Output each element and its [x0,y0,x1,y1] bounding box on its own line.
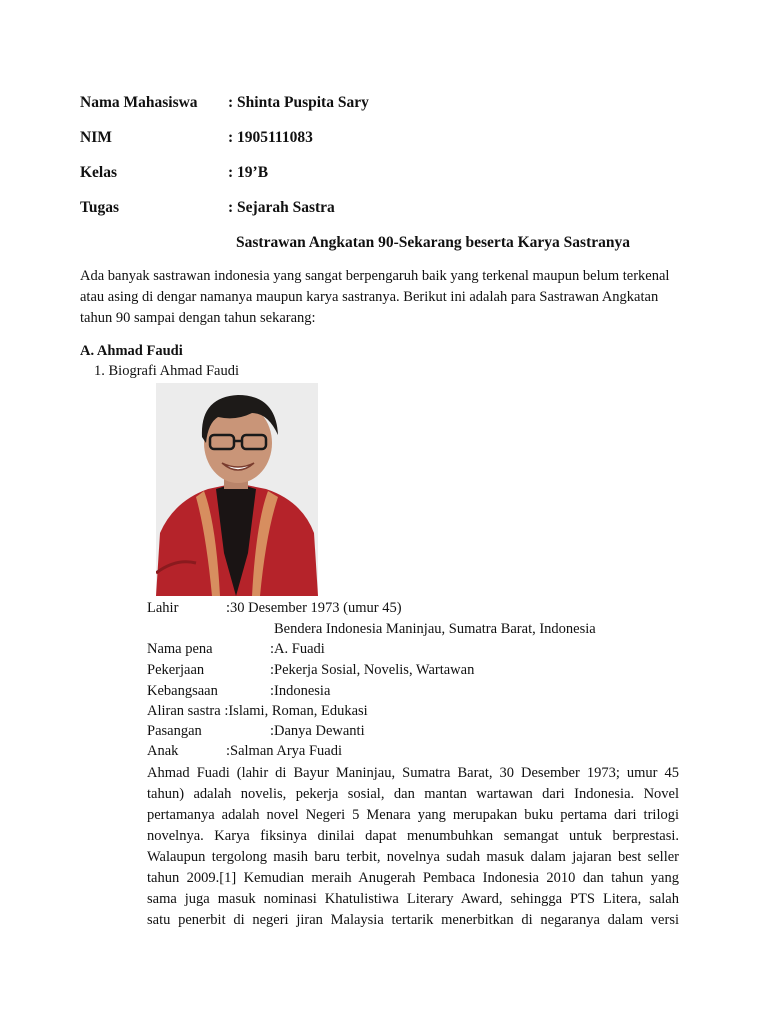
bio-lahir-row [147,600,402,617]
bio-pekerjaan-row [147,662,475,679]
lahir-value: :30 Desember 1973 (umur 45) [226,600,402,616]
paragraph-line: novelnya. Karya fiksinya dinilai dapat menumbuhkan semangat untuk berprestasi. [147,828,679,844]
pekerjaan-label: Pekerjaan [147,662,205,678]
biography-paragraph [147,763,679,931]
bio-pasangan-row [147,723,365,740]
pasangan-value: :Danya Dewanti [270,723,365,739]
bio-pena-row [147,641,325,658]
bio-anak-row [147,743,342,760]
pena-value: :A. Fuadi [270,641,325,657]
document-title: Sastrawan Angkatan 90-Sekarang beserta Karya Sastranya [236,234,630,251]
paragraph-line: tahun 2009.[1] Kemudian meraih Anugerah Pembaca Indonesia 2010 dan tahun yang [147,870,679,886]
anak-label: Anak [147,743,179,759]
paragraph-line: Ahmad Fuadi (lahir di Bayur Maninjau, Sumatra Barat, 30 Desember 1973; umur 45 [147,765,679,781]
nama-label: Nama Mahasiswa [80,94,198,111]
paragraph-line: sama juga masuk nominasi Khatulistiwa Literary Award, sehingga PTS Litera, salah [147,891,679,907]
pekerjaan-value: :Pekerja Sosial, Novelis, Wartawan [270,662,475,678]
kelas-label: Kelas [80,164,118,181]
nama-value: : Shinta Puspita Sary [228,94,369,111]
portrait-illustration [156,383,318,596]
kelas-value: : 19’B [228,164,269,181]
tugas-label: Tugas [80,199,120,216]
section-heading: A. Ahmad Faudi [80,343,183,359]
lahir-place: Bendera Indonesia Maninjau, Sumatra Barat, Indonesia [274,621,596,637]
paragraph-line: tahun) adalah novelis, pekerja sosial, dan mantan wartawan dari Indonesia. Novel [147,786,679,802]
anak-value: :Salman Arya Fuadi [226,743,342,759]
paragraph-line: satu penerbit di negeri jiran Malaysia tertarik menerbitkan di negaranya dalam versi [147,912,679,928]
paragraph-line: Walaupun tergolong masih baru terbit, novelnya sudah masuk dalam jajaran best seller [147,849,679,865]
paragraph-line: pertamanya adalah novel Negeri 5 Menara yang merupakan buku pertama dari trilogi [147,807,679,823]
bio-kebangsaan-row [147,683,331,700]
lahir-label: Lahir [147,600,179,616]
pena-label: Nama pena [147,641,213,657]
nim-value: : 1905111083 [228,129,313,146]
aliran-value: :Islami, Roman, Edukasi [224,703,368,719]
tugas-value: : Sejarah Sastra [228,199,335,216]
author-photo [156,383,318,596]
nim-label: NIM [80,129,112,146]
subsection-heading: 1. Biografi Ahmad Faudi [94,363,239,379]
bio-aliran-row [147,703,368,720]
pasangan-label: Pasangan [147,723,202,739]
intro-paragraph: Ada banyak sastrawan indonesia yang sangat berpengaruh baik yang terkenal maupun belum terkenal atau asing di dengar namanya maupun karya sastranya. Berikut ini adalah para Sastrawan Angkatan tahun 90 sampai dengan tahun sekarang: [80,268,670,326]
kebangsaan-label: Kebangsaan [147,683,218,699]
aliran-label: Aliran sastra [147,703,225,719]
kebangsaan-value: :Indonesia [270,683,331,699]
